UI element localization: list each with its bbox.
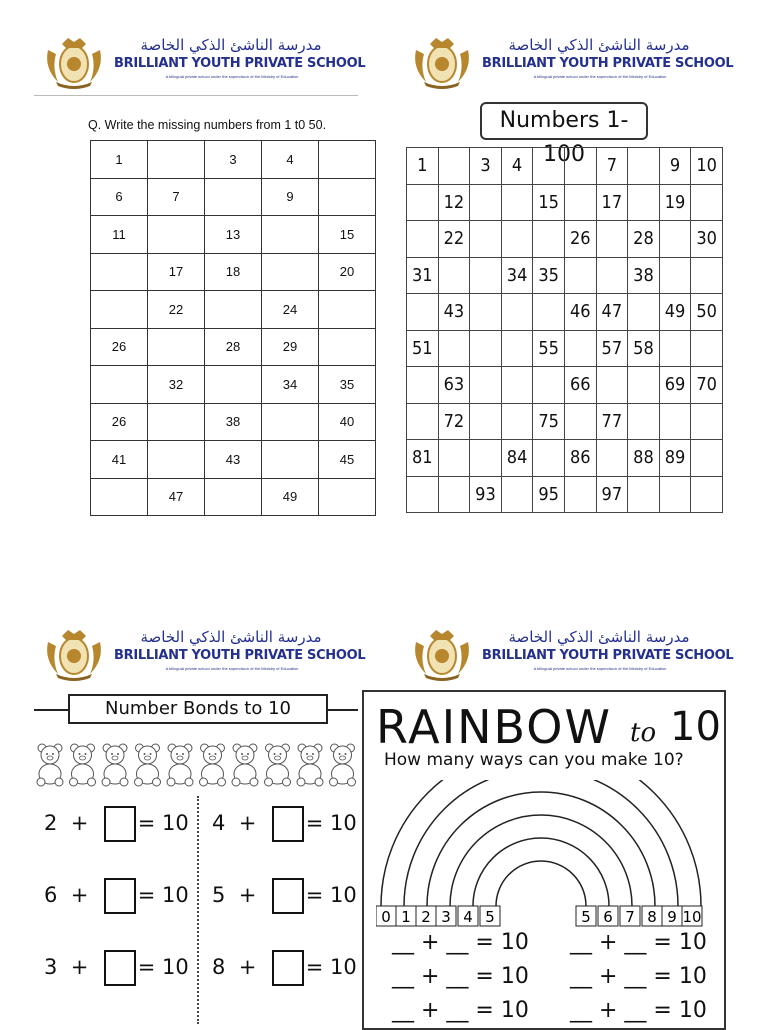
table-row: [91, 328, 376, 366]
table-row: [91, 291, 376, 329]
missing-numbers-question: Q. Write the missing numbers from 1 t0 50.: [88, 118, 327, 132]
grid-cell: 32: [148, 366, 205, 404]
table-row: [407, 330, 723, 367]
school-crest-icon: [42, 34, 106, 90]
missing-numbers-table: [90, 140, 376, 516]
rainbow-subtitle: How many ways can you make 10?: [384, 750, 684, 770]
grid-cell: 51: [407, 330, 439, 367]
grid-cell[interactable]: [628, 184, 660, 221]
grid-cell[interactable]: [438, 330, 470, 367]
grid-cell[interactable]: [407, 221, 439, 258]
school-english-name: BRILLIANT YOUTH PRIVATE SCHOOL: [482, 56, 734, 71]
teddy-bear-icon: [167, 744, 193, 786]
grid-cell[interactable]: [533, 221, 565, 258]
grid-cell: 9: [659, 148, 691, 185]
grid-cell: 26: [564, 221, 596, 258]
grid-cell: 43: [205, 441, 262, 479]
grid-cell: 35: [533, 257, 565, 294]
teddy-bear-icon: [102, 744, 128, 786]
grid-cell: 97: [596, 476, 628, 513]
rainbow-number: 6: [603, 908, 613, 926]
grid-cell: 4: [501, 148, 533, 185]
grid-cell: 3: [205, 141, 262, 179]
grid-cell[interactable]: [319, 141, 376, 179]
school-header: [42, 34, 366, 90]
rainbow-blank-equation[interactable]: __ + __ = 10: [570, 964, 707, 989]
grid-cell[interactable]: [533, 148, 565, 185]
grid-cell[interactable]: [501, 330, 533, 367]
grid-cell[interactable]: [438, 257, 470, 294]
rainbow-arc: [496, 861, 586, 906]
grid-cell[interactable]: [438, 148, 470, 185]
grid-cell: 43: [438, 294, 470, 331]
bonds-divider: [197, 796, 199, 1024]
teddy-bear-icon: [70, 744, 96, 786]
table-row: [91, 478, 376, 516]
table-row: [91, 141, 376, 179]
grid-cell[interactable]: [501, 403, 533, 440]
answer-box[interactable]: [104, 950, 136, 986]
teddy-bear-icon: [265, 744, 291, 786]
grid-cell: 15: [533, 184, 565, 221]
grid-cell[interactable]: [262, 216, 319, 254]
answer-box[interactable]: [272, 950, 304, 986]
school-header: [410, 34, 734, 90]
grid-cell: 88: [628, 440, 660, 477]
grid-cell: 49: [659, 294, 691, 331]
grid-cell: 22: [438, 221, 470, 258]
grid-cell[interactable]: [628, 148, 660, 185]
grid-cell[interactable]: [470, 403, 502, 440]
rainbow-blank-equation[interactable]: __ + __ = 10: [570, 930, 707, 955]
grid-cell: 38: [205, 403, 262, 441]
rainbow-to: to: [630, 718, 657, 748]
plus-sign: +: [70, 883, 89, 907]
grid-cell[interactable]: [319, 178, 376, 216]
grid-cell[interactable]: [564, 330, 596, 367]
grid-cell[interactable]: [438, 440, 470, 477]
table-row: [91, 178, 376, 216]
grid-cell: 6: [91, 178, 148, 216]
rainbow-blank-equation[interactable]: __ + __ = 10: [392, 998, 529, 1023]
grid-cell: 4: [262, 141, 319, 179]
number-bond-equation: [44, 950, 189, 986]
grid-cell: 17: [596, 184, 628, 221]
number-bond-equation: [212, 806, 357, 842]
grid-cell[interactable]: [205, 366, 262, 404]
table-row: [407, 476, 723, 513]
grid-cell: 1: [91, 141, 148, 179]
school-arabic-name: مدرسة الناشئ الذكي الخاصة: [140, 628, 322, 646]
grid-cell[interactable]: [564, 403, 596, 440]
teddy-bear-icon: [135, 744, 161, 786]
rainbow-number: 3: [441, 908, 451, 926]
grid-cell: 45: [319, 441, 376, 479]
table-row: [91, 441, 376, 479]
grid-cell[interactable]: [501, 221, 533, 258]
grid-cell: 10: [691, 148, 723, 185]
school-arabic-name: مدرسة الناشئ الذكي الخاصة: [508, 36, 690, 54]
grid-cell[interactable]: [407, 403, 439, 440]
grid-cell[interactable]: [262, 403, 319, 441]
grid-cell: 30: [691, 221, 723, 258]
grid-cell[interactable]: [470, 221, 502, 258]
grid-cell: 57: [596, 330, 628, 367]
school-english-name: BRILLIANT YOUTH PRIVATE SCHOOL: [114, 648, 366, 663]
grid-cell: 7: [148, 178, 205, 216]
grid-cell: 7: [596, 148, 628, 185]
school-tagline: A bilingual private school under the supervision of the Ministry of Education: [165, 666, 299, 671]
grid-cell: 3: [470, 148, 502, 185]
teddy-bear-icon: [232, 744, 258, 786]
plus-sign: +: [238, 883, 257, 907]
grid-cell: 95: [533, 476, 565, 513]
grid-cell: 29: [262, 328, 319, 366]
grid-cell: 86: [564, 440, 596, 477]
rainbow-title: RAINBOW: [376, 700, 612, 754]
grid-cell[interactable]: [691, 440, 723, 477]
addend: 5: [212, 883, 226, 907]
grid-cell: 12: [438, 184, 470, 221]
grid-cell: 34: [501, 257, 533, 294]
equals-ten: = 10: [137, 883, 189, 907]
grid-cell[interactable]: [691, 184, 723, 221]
grid-cell: 47: [596, 294, 628, 331]
number-bonds-title: Number Bonds to 10: [68, 694, 328, 724]
grid-cell[interactable]: [91, 366, 148, 404]
equals-ten: = 10: [305, 811, 357, 835]
rainbow-number: 0: [381, 908, 391, 926]
grid-cell[interactable]: [501, 367, 533, 404]
answer-box[interactable]: [104, 806, 136, 842]
grid-cell: 26: [91, 403, 148, 441]
school-arabic-name: مدرسة الناشئ الذكي الخاصة: [508, 628, 690, 646]
teddy-bear-icon: [297, 744, 323, 786]
grid-cell[interactable]: [91, 478, 148, 516]
grid-cell[interactable]: [596, 221, 628, 258]
grid-cell[interactable]: [628, 367, 660, 404]
grid-cell[interactable]: [470, 184, 502, 221]
grid-cell[interactable]: [501, 476, 533, 513]
rainbow-blank-equation[interactable]: __ + __ = 10: [392, 964, 529, 989]
grid-cell[interactable]: [596, 440, 628, 477]
grid-cell: 49: [262, 478, 319, 516]
grid-cell[interactable]: [148, 441, 205, 479]
table-row: [407, 440, 723, 477]
grid-cell[interactable]: [407, 294, 439, 331]
teddy-bear-icon: [330, 744, 356, 786]
numbers-100-table: [406, 147, 723, 513]
grid-cell: 9: [262, 178, 319, 216]
school-arabic-name: مدرسة الناشئ الذكي الخاصة: [140, 36, 322, 54]
addend: 6: [44, 883, 58, 907]
school-crest-icon: [410, 626, 474, 682]
table-row: [407, 221, 723, 258]
teddy-bear-icon: [200, 744, 226, 786]
equals-ten: = 10: [137, 811, 189, 835]
grid-cell: 24: [262, 291, 319, 329]
grid-cell[interactable]: [628, 476, 660, 513]
grid-cell[interactable]: [205, 291, 262, 329]
plus-sign: +: [238, 811, 257, 835]
grid-cell[interactable]: [407, 184, 439, 221]
grid-cell[interactable]: [205, 178, 262, 216]
grid-cell: 72: [438, 403, 470, 440]
table-row: [407, 257, 723, 294]
grid-cell[interactable]: [319, 328, 376, 366]
grid-cell: 22: [148, 291, 205, 329]
grid-cell[interactable]: [564, 476, 596, 513]
grid-cell[interactable]: [533, 440, 565, 477]
teddy-bears-row: [34, 740, 364, 788]
table-row: [407, 367, 723, 404]
number-bond-equation: [212, 878, 357, 914]
rainbow-number: 1: [401, 908, 411, 926]
school-crest-icon: [42, 626, 106, 682]
bond-title-line-left: [34, 709, 68, 711]
grid-cell[interactable]: [659, 221, 691, 258]
grid-cell[interactable]: [319, 478, 376, 516]
grid-cell: 93: [470, 476, 502, 513]
rainbow-number: 7: [625, 908, 635, 926]
school-header: [410, 626, 734, 682]
grid-cell[interactable]: [659, 330, 691, 367]
grid-cell[interactable]: [564, 148, 596, 185]
grid-cell[interactable]: [319, 291, 376, 329]
grid-cell: 41: [91, 441, 148, 479]
answer-box[interactable]: [104, 878, 136, 914]
rainbow-arc: [427, 792, 655, 906]
number-bond-equation: [212, 950, 357, 986]
rainbow-number: 8: [647, 908, 657, 926]
plus-sign: +: [70, 811, 89, 835]
grid-cell[interactable]: [91, 291, 148, 329]
grid-cell[interactable]: [691, 330, 723, 367]
school-english-name: BRILLIANT YOUTH PRIVATE SCHOOL: [114, 56, 366, 71]
school-english-name: BRILLIANT YOUTH PRIVATE SCHOOL: [482, 648, 734, 663]
grid-cell: 38: [628, 257, 660, 294]
school-header: [42, 626, 366, 682]
grid-cell: 18: [205, 253, 262, 291]
table-row: [407, 294, 723, 331]
grid-cell: 81: [407, 440, 439, 477]
rainbow-number: 5: [581, 908, 591, 926]
grid-cell[interactable]: [148, 403, 205, 441]
grid-cell: 28: [628, 221, 660, 258]
rainbow-ten: 10: [670, 704, 721, 750]
grid-cell[interactable]: [148, 216, 205, 254]
grid-cell[interactable]: [470, 294, 502, 331]
school-crest-icon: [410, 34, 474, 90]
grid-cell: 20: [319, 253, 376, 291]
rainbow-blank-equation[interactable]: __ + __ = 10: [392, 930, 529, 955]
school-tagline: A bilingual private school under the supervision of the Ministry of Education: [533, 74, 667, 79]
rainbow-number: 5: [485, 908, 495, 926]
grid-cell[interactable]: [533, 367, 565, 404]
grid-cell[interactable]: [470, 330, 502, 367]
rainbow-number: 4: [463, 908, 473, 926]
grid-cell[interactable]: [659, 257, 691, 294]
table-row: [407, 403, 723, 440]
grid-cell[interactable]: [596, 367, 628, 404]
grid-cell: 31: [407, 257, 439, 294]
teddy-bear-icon: [37, 744, 63, 786]
grid-cell: 75: [533, 403, 565, 440]
grid-cell: 15: [319, 216, 376, 254]
table-row: [407, 184, 723, 221]
grid-cell[interactable]: [691, 257, 723, 294]
equals-ten: = 10: [305, 883, 357, 907]
addend: 2: [44, 811, 58, 835]
grid-cell[interactable]: [148, 328, 205, 366]
grid-cell: 13: [205, 216, 262, 254]
addend: 3: [44, 955, 58, 979]
table-row: [407, 148, 723, 185]
grid-cell[interactable]: [438, 476, 470, 513]
grid-cell: 28: [205, 328, 262, 366]
rainbow-number: 10: [682, 908, 702, 926]
grid-cell: 46: [564, 294, 596, 331]
answer-box[interactable]: [272, 806, 304, 842]
grid-cell: 66: [564, 367, 596, 404]
grid-cell: 11: [91, 216, 148, 254]
grid-cell: 35: [319, 366, 376, 404]
grid-cell[interactable]: [262, 441, 319, 479]
number-bond-equation: [44, 806, 189, 842]
school-tagline: A bilingual private school under the supervision of the Ministry of Education: [533, 666, 667, 671]
grid-cell: 17: [148, 253, 205, 291]
grid-cell[interactable]: [407, 367, 439, 404]
grid-cell: 40: [319, 403, 376, 441]
grid-cell: 1: [407, 148, 439, 185]
grid-cell[interactable]: [501, 184, 533, 221]
grid-cell[interactable]: [564, 184, 596, 221]
grid-cell: 63: [438, 367, 470, 404]
grid-cell: 69: [659, 367, 691, 404]
school-tagline: A bilingual private school under the supervision of the Ministry of Education: [165, 74, 299, 79]
header-divider: [34, 95, 358, 96]
rainbow-blank-equation[interactable]: __ + __ = 10: [570, 998, 707, 1023]
grid-cell[interactable]: [628, 403, 660, 440]
table-row: [91, 253, 376, 291]
grid-cell: 55: [533, 330, 565, 367]
equals-ten: = 10: [305, 955, 357, 979]
table-row: [91, 403, 376, 441]
grid-cell[interactable]: [691, 476, 723, 513]
grid-cell[interactable]: [470, 257, 502, 294]
equals-ten: = 10: [137, 955, 189, 979]
grid-cell: 77: [596, 403, 628, 440]
rainbow-number: 2: [421, 908, 431, 926]
grid-cell[interactable]: [148, 141, 205, 179]
grid-cell[interactable]: [501, 294, 533, 331]
numbers-100-title: Numbers 1-100: [480, 102, 648, 140]
grid-cell[interactable]: [659, 476, 691, 513]
grid-cell: 47: [148, 478, 205, 516]
rainbow-arc: [473, 838, 609, 906]
bond-title-line-right: [328, 709, 358, 711]
table-row: [91, 366, 376, 404]
grid-cell: 84: [501, 440, 533, 477]
plus-sign: +: [238, 955, 257, 979]
grid-cell[interactable]: [659, 403, 691, 440]
grid-cell[interactable]: [691, 403, 723, 440]
number-bond-equation: [44, 878, 189, 914]
grid-cell[interactable]: [470, 440, 502, 477]
grid-cell[interactable]: [628, 294, 660, 331]
rainbow-number: 9: [667, 908, 677, 926]
grid-cell: 58: [628, 330, 660, 367]
grid-cell[interactable]: [564, 257, 596, 294]
grid-cell: 50: [691, 294, 723, 331]
grid-cell: 70: [691, 367, 723, 404]
grid-cell: 34: [262, 366, 319, 404]
grid-cell: 89: [659, 440, 691, 477]
grid-cell[interactable]: [91, 253, 148, 291]
addend: 8: [212, 955, 226, 979]
grid-cell[interactable]: [262, 253, 319, 291]
grid-cell[interactable]: [596, 257, 628, 294]
table-row: [91, 216, 376, 254]
answer-box[interactable]: [272, 878, 304, 914]
addend: 4: [212, 811, 226, 835]
plus-sign: +: [70, 955, 89, 979]
grid-cell: 26: [91, 328, 148, 366]
grid-cell[interactable]: [470, 367, 502, 404]
grid-cell[interactable]: [407, 476, 439, 513]
grid-cell: 19: [659, 184, 691, 221]
grid-cell[interactable]: [205, 478, 262, 516]
grid-cell[interactable]: [533, 294, 565, 331]
rainbow-arcs: [376, 780, 706, 930]
